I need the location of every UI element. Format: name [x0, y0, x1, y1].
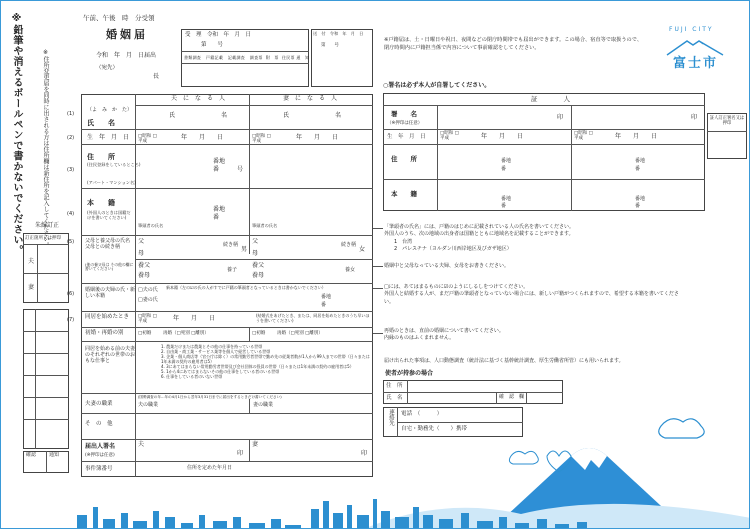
pencil-warning: ※鉛筆や消えるボールペンで書かないでください。: [11, 13, 22, 256]
w-father: 父: [252, 238, 259, 245]
city-name: 富士市: [673, 56, 719, 71]
job-4: 4. 3にあてはまらない常用勤労者世帯及び会社団体の役員の世帯（日々または1年未満の契約の雇用者は5）: [161, 364, 354, 369]
fee-cells: 書類調査 戸籍記載 記載調査 調査票 附 票 住民票 通 知: [184, 55, 310, 60]
witness-address: 住 所: [391, 155, 417, 163]
job-1: 1. 農業だけまたは農業とその他の仕事を持っている世帯: [161, 344, 263, 349]
row-other: そ の 他: [85, 421, 113, 427]
w-adopt-mother: 養母: [252, 272, 265, 279]
w-first: □初婚: [252, 331, 266, 336]
job-list: [161, 344, 371, 379]
bring-title: 使者が持参の場合: [385, 370, 434, 377]
honseki-sub: (外国人のときは国籍だけを書いてください): [87, 210, 131, 220]
w1-ymd: 年 月 日: [481, 133, 524, 140]
addr-banchi: 番地: [213, 158, 226, 165]
w1-seal: 印: [557, 114, 564, 121]
correction-grid: [23, 309, 69, 449]
send-box: [311, 29, 373, 87]
city-en: FUJI CITY: [669, 26, 714, 33]
address-change-note: ※住所変更届を同時に出される方は住所欄は新住所を記入してください。: [42, 49, 49, 248]
apartment: (アパート・マンション名): [87, 180, 136, 185]
note-census: 届け出られた事項は、人口動態調査（統計法に基づく基幹統計調査、厚生労働省所管）にも用いられます。: [384, 358, 624, 364]
row-address: 住 所: [87, 153, 115, 161]
bring-address: 住 所: [386, 383, 403, 389]
notify-cell: 通知: [49, 452, 60, 458]
row-husband-job: 夫妻の職業: [85, 401, 113, 407]
witness-birth: 生 年 月 日: [387, 134, 426, 140]
contact-title: 連絡先: [388, 409, 394, 426]
cohabit-ym: 年 月 日: [173, 315, 216, 322]
marriage-registration-form: ※鉛筆や消えるボールペンで書かないでください。 ※住所変更届を同時に出される方は住所欄は新住所を記入してください。 朱線訂正 訂正箇所又は押印 夫 妻 確認 通知 午前、午後 時 分受領 婚姻届 令和 年 月 日届出 （宛先） 長 受 理 令和 年 月 日 第 号 書類調査 戸籍記載 記載調査 調査票 附 票 住民票 通 知 送 付 令和 年 月 日 第 号 夫 に な る 人 妻 に な る 人 （よ み か た） 氏 名 氏 名 氏 名 生 年 月 日 □昭和 □平成 年 月 日 □昭和 □平成 年 月 日 住 所 (住民登録をしているところ) 番地 番 号 (アパート・マンション名) 本 籍 (外国人のときは国籍だけを書いてください) 番地 番 筆頭者の氏名 筆頭者の氏名 父母と養父母の氏名 父母との続き柄 (他の養父母は その他の欄に書いてください) 父 母 続き柄 男 父 母 続き柄 女 養父 養母 養子 養父 養母 養女 婚姻後の夫婦の氏・新しい本籍 □夫の氏 □妻の氏 新本籍（左の☑の氏の人がすでに戸籍の筆頭者となっているときは書かないでください） 番地 番 同居を始めたとき □昭和 □平成 年 月 日 (結婚式をあげたとき、または、同居を始めたときのうち早いほうを書いてください) 初婚・再婚の別 □初婚 再婚（□死別 □離別） □初婚 再婚（□死別 □離別） 同居を始める前の夫妻のそれぞれの世帯のおもな仕事と 1. 農業だけまたは農業とその他の仕事を持っている世帯 2. 自由業・商工業・サービス業等を個人で経営している世帯 3. 企業・個人商店等（官公庁は除く）の常用勤労者世帯で勤め先の従業者数が1人から99人までの世帯（日々または1年未満の契約の雇用者は5） 4. 3にあてはまらない常用勤労者世帯及び会社団体の役員の世帯（日々または1年未満の契約の雇用者は5） 5. 1から4にあてはまらないその他の仕事をしている者のいる世帯 6. 仕事をしている者のいない世帯 (国勢調査の年…年の4月1日から翌年3月31日までに届出をするときだけ書いてください) 夫妻の職業 夫の職業 妻の職業 そ の 他 届出人署名 (※押印は任意) 夫 印 妻 印 事件簿番号 住所を定めた年月日 (1) (2) (3) (4) (5) (6) (7) ※戸籍届は、土・日曜日や祝日、夜間などの閉庁時間帯でも届出ができます。この場合、宿直等で取扱うので、閉庁時間内に戸籍担当係で内容について事前確認をしてください。 FUJI CITY 富士市 ○署名は必ず本人が自署してください。 証 人 署 名 （※押印は任意） 印 印 生 年 月 日 □昭和 □平成 年 月 日 □昭和 □平成 年 月 日 住 所 番地 番 番地 番 本 籍 番地 番 番地 番 証人訂正署名又は押印 「筆頭者の氏名」には、戸籍のはじめに記載されている人の氏名を書いてください。 外国人のうち、次の地域の出身者は国籍とともに地域名を記載することができます。 1 台湾 2 パレスチナ（ヨルダン川西岸地区及びガザ地区） 婚姻中と父母なっている夫婦、女母をお書きください。 □には、あてはまるものに☑のようにしるしをつけてください。 外国人と結婚する人が、まだ戸籍の筆頭者となっていない場合には、新しい戸籍がつくられますので、希望する本籍を書いてください。 再婚のときは、直前の婚姻について書いてください。 内縁のものはふくまれません。 届け出られた事項は、人口動態調査（統計法に基づく基幹統計調査、厚生労働省所管）にも用いられます。 使者が持参の場合 住 所 氏 名 確 認 欄 連絡先 電話 （ ） 自宅・勤務先（ ）携帯: [0, 0, 750, 529]
skyline-left-icon: [73, 499, 303, 529]
addressee-prefix: （宛先）: [96, 65, 119, 71]
send-date: 送 付 令和 年 月 日: [313, 31, 364, 36]
new-honseki-note: 新本籍（左の☑の氏の人がすでに戸籍の筆頭者となっているときは書かないでください）: [166, 285, 326, 290]
id-box-label: 証人訂正署名又は押印: [709, 116, 745, 126]
reception-time: 午前、午後 時 分受領: [83, 14, 155, 22]
correction-title: 朱線訂正: [35, 222, 60, 229]
husband-surname: 氏: [169, 112, 176, 119]
cohabit-note: (結婚式をあげたとき、または、同居を始めたときのうち早いほうを書いてください): [256, 313, 370, 323]
row-signature: 届出人署名: [85, 443, 116, 450]
submit-date: 令和 年 月 日届出: [96, 52, 157, 59]
row-occupation: 同居を始める前の夫妻のそれぞれの世帯のおもな仕事と: [85, 346, 136, 364]
sig-wife-label: 妻: [252, 441, 259, 448]
h-remarriage: 再婚（□死別 □離別）: [163, 331, 209, 336]
h-father: 父: [138, 238, 145, 245]
correction-header: 訂正箇所又は押印: [25, 236, 61, 241]
w2-addr-ban: 番: [635, 166, 641, 172]
col-wife: 妻 に な る 人: [283, 95, 338, 102]
row-birth: 生 年 月 日: [87, 134, 130, 141]
notes-block-3: 再婚のときは、直前の婚姻について書いてください。 内縁のものはふくまれません。: [384, 328, 504, 342]
bring-confirm: 確 認 欄: [499, 394, 525, 400]
phone: 電話 （ ）: [401, 411, 443, 417]
wife-surname: 氏: [283, 112, 290, 119]
witness-honseki: 本 籍: [391, 190, 417, 198]
row-address-sub: (住民登録をしているところ): [87, 162, 141, 167]
contact-date: 住所を定めた年月日: [187, 465, 233, 471]
parents-note: (他の養父母は その他の欄に書いてください): [85, 262, 134, 272]
bring-name: 氏 名: [386, 395, 403, 401]
accept-date: 受 理 令和 年 月 日: [185, 32, 252, 38]
w1-hon-banchi: 番地: [501, 196, 512, 202]
honseki-banchi: 番地: [213, 206, 226, 213]
head-husband: 筆頭者の氏名: [138, 223, 164, 228]
w1-era: □昭和 □平成: [440, 131, 459, 142]
w-adopt-father: 養父: [252, 262, 265, 269]
wife-ymd: 年 月 日: [296, 134, 339, 141]
husband-job: 夫の職業: [138, 402, 159, 408]
husband-era: □昭和 □平成: [138, 134, 157, 145]
holiday-note: ※戸籍届は、土・日曜日や祝日、夜間などの閉庁時間帯でも届出ができます。この場合、宿直等で取扱うので、閉庁時間内に戸籍担当係で内容について事前確認をしてください。: [384, 37, 643, 51]
h-adopt-father: 養父: [138, 262, 151, 269]
notes-block-1: 「筆頭者の氏名」には、戸籍のはじめに記載されている人の氏名を書いてください。 外国人のうち、次の地域の出身者は国籍とともに地域名を記載することができます。 1 台湾 2 パレスチナ（ヨルダン川西岸地区及びガザ地区）: [384, 224, 575, 252]
col-husband: 夫 に な る 人: [171, 95, 226, 102]
name-furigana: （よ み か た）: [87, 107, 133, 113]
census-note: (国勢調査の年…年の4月1日から翌年3月31日までに届出をするときだけ書いてください): [138, 395, 282, 399]
w-remarriage: 再婚（□死別 □離別）: [277, 331, 323, 336]
w1-addr-ban: 番: [501, 166, 507, 172]
w2-seal: 印: [691, 114, 698, 121]
confirm-cell: 確認: [26, 452, 37, 458]
wife-era: □昭和 □平成: [252, 134, 271, 145]
note-parents: 婚姻中と父母なっている夫婦、女母をお書きください。: [384, 263, 510, 269]
h-first: □初婚: [138, 331, 152, 336]
w-mother: 母: [252, 250, 259, 257]
mountain-logo-icon: [665, 35, 725, 57]
row-name: 氏 名: [87, 119, 115, 127]
husband-surname-opt: □夫の氏: [138, 287, 158, 293]
w-daughter2: 養女: [345, 267, 356, 273]
husband-given: 名: [221, 112, 228, 119]
form-title: 婚姻届: [106, 28, 148, 41]
row-honseki: 本 籍: [87, 199, 115, 207]
accept-no: 第 号: [201, 42, 224, 48]
husband-ymd: 年 月 日: [181, 134, 224, 141]
w2-hon-ban: 番: [635, 203, 641, 209]
witness-table: [383, 93, 705, 211]
notes-block-2: □には、あてはまるものに☑のようにしるしをつけてください。 外国人と結婚する人が、まだ戸籍の筆頭者となっていない場合には、新しい戸籍がつくられますので、希望する本籍を書いてください。: [384, 284, 679, 305]
sig-husband-seal: 印: [237, 450, 244, 457]
w1-addr-banchi: 番地: [501, 158, 512, 164]
w2-addr-banchi: 番地: [635, 158, 646, 164]
addr-go: 号: [237, 166, 244, 173]
h-relation: 続き柄: [223, 242, 239, 248]
sig-husband-label: 夫: [138, 441, 145, 448]
new-honseki-ban: 番: [321, 302, 327, 308]
h-adopt-mother: 養母: [138, 272, 151, 279]
wife-surname-opt: □妻の氏: [138, 297, 158, 303]
correction-husband: 夫: [28, 258, 35, 265]
h-mother: 母: [138, 250, 145, 257]
addr-ban: 番: [213, 166, 220, 173]
wife-job: 妻の職業: [253, 402, 274, 408]
h-son2: 養子: [227, 267, 238, 273]
job-3: 3. 企業・個人商店等（官公庁は除く）の常用勤労者世帯で勤め先の従業者数が1人から99人までの世帯（日々または1年未満の契約の雇用者は5）: [161, 354, 370, 364]
witness-title: ○署名は必ず本人が自署してください。: [383, 82, 491, 89]
job-2: 2. 自由業・商工業・サービス業等を個人で経営している世帯: [161, 349, 271, 354]
w-daughter: 女: [359, 246, 366, 253]
w2-ymd: 年 月 日: [615, 133, 658, 140]
send-no: 第 号: [321, 43, 339, 48]
witness-header: 証 人: [531, 95, 570, 103]
signature-sub: (※押印は任意): [85, 453, 115, 458]
w-relation: 続き柄: [341, 242, 357, 248]
w2-hon-banchi: 番地: [635, 196, 646, 202]
addressee: 長: [153, 73, 160, 80]
sig-wife-seal: 印: [361, 450, 368, 457]
w2-era: □昭和 □平成: [574, 131, 593, 142]
job-6: 6. 仕事をしている者のいない世帯: [161, 374, 223, 379]
row-new-honseki: 婚姻後の夫婦の氏・新しい本籍: [85, 287, 136, 299]
row-case: 事件簿番号: [85, 466, 113, 472]
cohabit-era: □昭和 □平成: [138, 314, 157, 325]
home-or-work: 自宅・勤務先（ ）携帯: [401, 426, 468, 432]
row-cohabit: 同居を始めたとき: [85, 314, 130, 320]
new-honseki-banchi: 番地: [321, 294, 332, 300]
row-prev-marriage: 初婚・再婚の別: [85, 330, 124, 336]
w1-hon-ban: 番: [501, 203, 507, 209]
row-parents: 父母と養父母の氏名 父母との続き柄: [85, 238, 136, 250]
job-5: 5. 1から4にあてはまらないその他の仕事をしている者のいる世帯: [161, 369, 280, 374]
head-wife: 筆頭者の氏名: [252, 223, 278, 228]
honseki-ban: 番: [213, 214, 220, 221]
witness-name: 署 名: [391, 110, 417, 118]
correction-wife: 妻: [28, 284, 35, 291]
cityscape-illustration-icon: [301, 489, 611, 529]
wife-given: 名: [335, 112, 342, 119]
witness-name-sub: （※押印は任意）: [387, 121, 423, 126]
h-son: 男: [241, 246, 248, 253]
